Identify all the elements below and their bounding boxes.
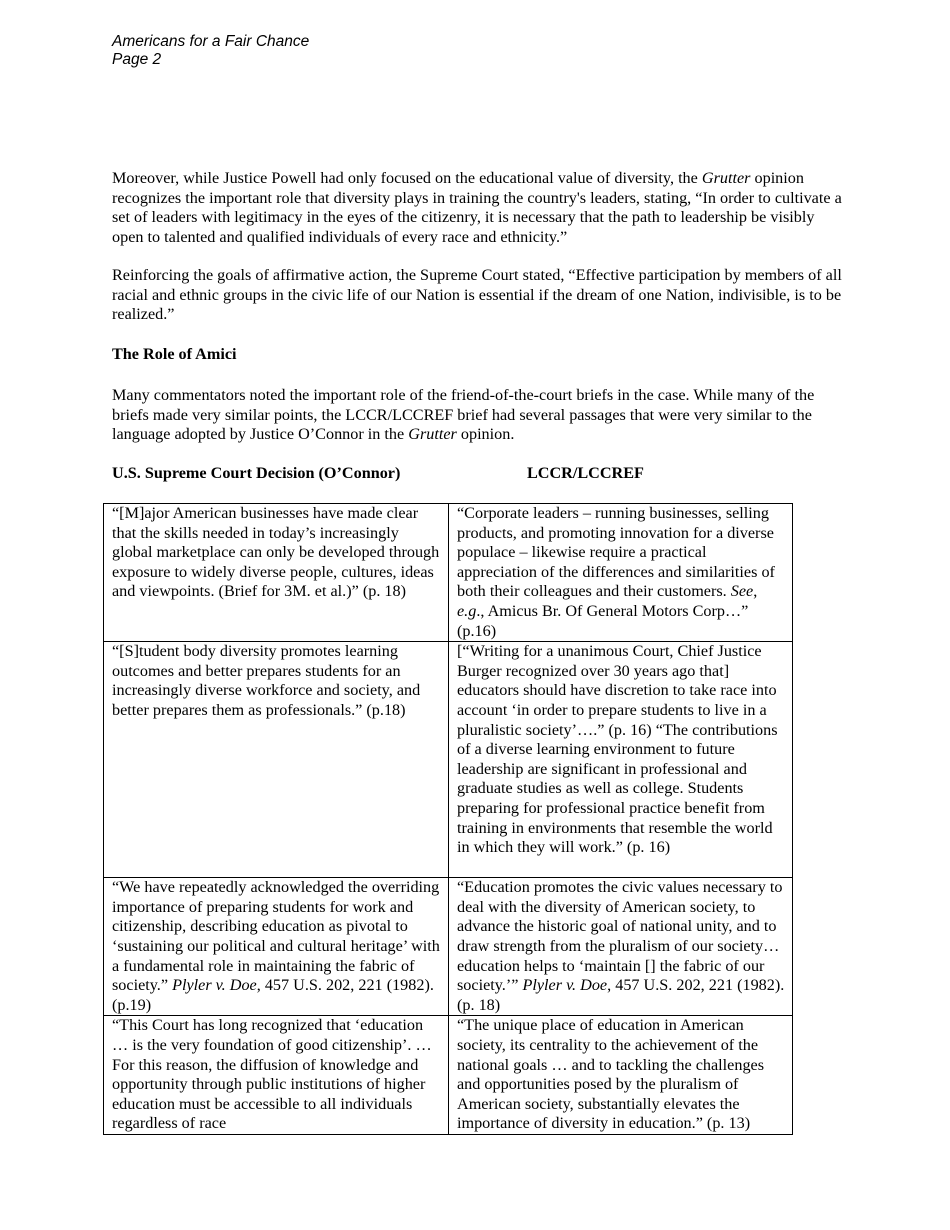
citation-signal: See [730,582,754,601]
case-name: Plyler v. Doe [522,976,608,995]
comparison-table [103,503,793,1135]
paragraph-text: Moreover, while Justice Powell had only focused on the educational value of diversity, the [112,169,702,187]
cell-text: , [753,582,758,601]
lccr-quote-cell [449,504,793,642]
column-header-lccr: LCCR/LCCREF [527,464,644,482]
table-row [104,504,793,642]
table-row [104,878,793,1016]
paragraph-affirmative-action: Reinforcing the goals of affirmative action, the Supreme Court stated, “Effective participation by members of all racial and ethnic groups in the civic life of our Nation is essential if the dream of one Nation, indivisible, is to be realized.” [112,266,842,324]
table-row [104,1016,793,1135]
lccr-quote-cell: “The unique place of education in American society, its centrality to the achievement of the national goals … and to tackling the challenges and opportunities posed by the pluralism of American society, substantially elevates the importance of diversity in education.” (p. 13) [449,1016,793,1135]
table-row [104,642,793,878]
cell-text: ., Amicus Br. Of General Motors Corp…” (p.16) [457,601,749,640]
column-header-court: U.S. Supreme Court Decision (O’Connor) [112,464,401,482]
paragraph-text: opinion recognizes the important role that diversity plays in training the country's leaders, stating, “In order to cultivate a set of leaders with legitimacy in the eyes of the citizenry, it is necessary that the path to leadership be visibly open to talented and qualified individuals of every race and ethnicity.” [112,169,842,246]
court-quote-cell: “This Court has long recognized that ‘education … is the very foundation of good citizenship’. … For this reason, the diffusion of knowledge and opportunity through public institutions of higher education must be accessible to all individuals regardless of race [104,1016,449,1135]
case-name: Grutter [408,425,457,444]
cell-text: “Education promotes the civic values necessary to deal with the diversity of American society, to advance the historic goal of national unity, and to draw strength from the pluralism of our society…education helps to ‘maintain [] the fabric of our society.’” [457,878,783,995]
lccr-quote-cell [449,878,793,1016]
cell-text: “We have repeatedly acknowledged the overriding importance of preparing students for work and citizenship, describing education as pivotal to ‘sustaining our political and cultural heritage’ with a fundamental role in maintaining the fabric of society.” [112,878,440,995]
case-name: Plyler v. Doe [172,976,257,995]
cell-text: , 457 U.S. 202, 221 (1982). (p.19) [112,976,434,1014]
court-quote-cell: “[S]tudent body diversity promotes learning outcomes and better prepares students for an increasingly diverse workforce and society, and better prepares them as professionals.” (p.18) [104,642,449,878]
court-quote-cell [104,878,449,1016]
cell-text: “Corporate leaders – running businesses, selling products, and promoting innovation for a diverse populace – likewise require a practical appreciation of the differences and similarities of both their colleagues and their customers. [457,504,775,601]
court-quote-cell: “[M]ajor American businesses have made clear that the skills needed in today’s increasingly global marketplace can only be developed through exposure to widely diverse people, cultures, ideas and viewpoints. (Brief for 3M. et al.)” (p. 18) [104,504,449,642]
citation-signal: e.g [457,601,477,620]
section-heading: The Role of Amici [112,345,237,363]
header-org: Americans for a Fair Chance [112,33,310,50]
page-header [112,33,309,69]
paragraph-text: Many commentators noted the important role of the friend-of-the-court briefs in the case. While many of the briefs made very similar points, the LCCR/LCCREF brief had several passages that were very similar to the language adopted by Justice O’Connor in the [112,386,815,444]
cell-text: , 457 U.S. 202, 221 (1982). (p. 18) [457,976,785,1014]
case-name: Grutter [701,169,751,187]
header-page-number: Page 2 [112,51,162,68]
lccr-quote-cell: [“Writing for a unanimous Court, Chief Justice Burger recognized over 30 years ago that] educators should have discretion to take race into account ‘in order to prepare students to live in a pluralistic society’….” (p. 16) “The contributions of a diverse learning environment to future leadership are significant in professional and graduate studies as well as college. Students preparing for professional practice benefit from training in environments that resemble the world in which they will work.” (p. 16) [449,642,793,878]
paragraph-grutter-leaders [112,169,842,247]
paragraph-text: opinion. [456,425,515,444]
paragraph-amici [112,386,842,445]
